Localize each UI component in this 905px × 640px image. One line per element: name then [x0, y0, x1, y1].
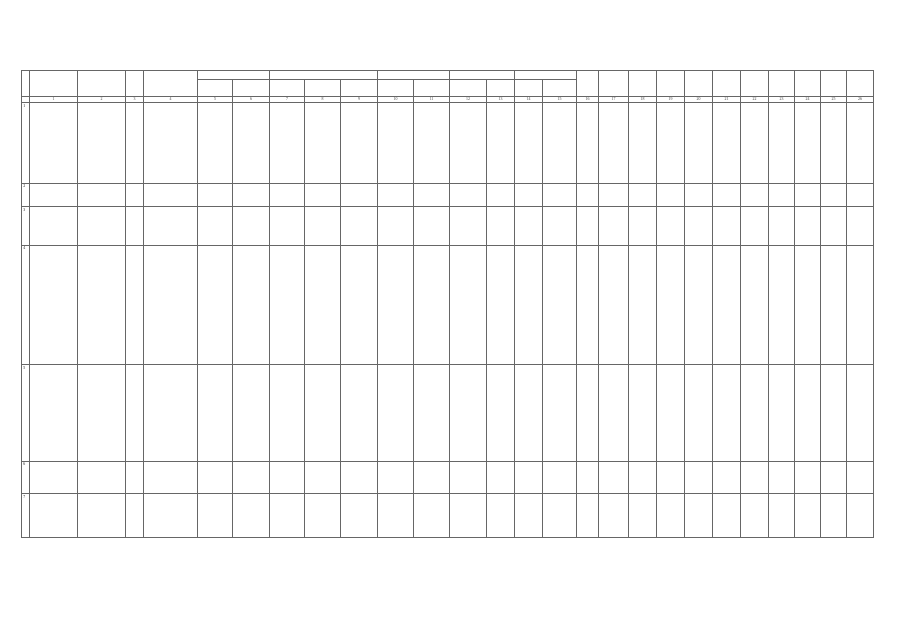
group-header	[450, 71, 515, 80]
table-cell	[487, 103, 515, 183]
table-cell	[378, 461, 414, 494]
table-cell	[414, 183, 450, 206]
table-cell	[515, 364, 543, 461]
column-header	[233, 80, 270, 97]
table-cell	[629, 461, 657, 494]
table-cell	[126, 183, 144, 206]
table-cell	[305, 103, 341, 183]
table-cell	[543, 245, 577, 364]
table-row	[22, 183, 874, 206]
table-row	[22, 206, 874, 245]
column-number: 12	[450, 97, 487, 103]
table-cell	[30, 103, 78, 183]
column-number: 18	[629, 97, 657, 103]
group-header	[515, 71, 577, 80]
table-cell	[847, 206, 874, 245]
table-cell	[305, 461, 341, 494]
table-cell	[305, 245, 341, 364]
table-cell	[487, 206, 515, 245]
table-cell	[713, 364, 741, 461]
table-cell	[769, 461, 795, 494]
table-cell	[543, 183, 577, 206]
table-cell	[487, 364, 515, 461]
table-cell	[629, 103, 657, 183]
table-cell	[515, 183, 543, 206]
table-cell	[577, 494, 599, 538]
table-cell	[198, 183, 233, 206]
group-header	[270, 71, 378, 80]
table-cell	[270, 183, 305, 206]
table-row	[22, 103, 874, 183]
column-number: 1	[30, 97, 78, 103]
table-cell	[378, 183, 414, 206]
table-cell	[515, 245, 543, 364]
column-number: 8	[305, 97, 341, 103]
column-header	[769, 71, 795, 97]
column-header	[629, 71, 657, 97]
table-cell	[450, 461, 487, 494]
table-cell	[769, 364, 795, 461]
table-cell	[198, 103, 233, 183]
table-cell	[657, 461, 685, 494]
table-group-header-row	[22, 71, 874, 80]
column-header	[270, 80, 305, 97]
column-number: 20	[685, 97, 713, 103]
table-cell	[685, 206, 713, 245]
table-cell	[795, 206, 821, 245]
table-cell	[543, 206, 577, 245]
column-number: 11	[414, 97, 450, 103]
table-cell	[450, 206, 487, 245]
table-cell	[795, 461, 821, 494]
table-cell	[599, 245, 629, 364]
column-header	[543, 80, 577, 97]
column-number: 15	[543, 97, 577, 103]
row-number-cell: 1	[22, 103, 30, 183]
column-number: 10	[378, 97, 414, 103]
table-cell	[741, 494, 769, 538]
table-cell	[487, 183, 515, 206]
table-cell	[847, 364, 874, 461]
column-number: 24	[795, 97, 821, 103]
table-cell	[821, 364, 847, 461]
table-cell	[487, 245, 515, 364]
column-number: 9	[341, 97, 378, 103]
table-cell	[233, 206, 270, 245]
table-cell	[821, 103, 847, 183]
table-cell	[577, 461, 599, 494]
column-number: 14	[515, 97, 543, 103]
table-cell	[657, 364, 685, 461]
table-cell	[450, 103, 487, 183]
table-cell	[270, 494, 305, 538]
table-cell	[414, 206, 450, 245]
table-cell	[629, 364, 657, 461]
table-cell	[270, 206, 305, 245]
table-cell	[78, 103, 126, 183]
table-cell	[795, 364, 821, 461]
table-cell	[144, 364, 198, 461]
column-number: 2	[78, 97, 126, 103]
table-cell	[769, 494, 795, 538]
table-cell	[233, 245, 270, 364]
table-cell	[847, 245, 874, 364]
table-cell	[629, 183, 657, 206]
table-cell	[78, 206, 126, 245]
table-cell	[821, 183, 847, 206]
column-header	[795, 71, 821, 97]
table-cell	[450, 245, 487, 364]
table-cell	[515, 103, 543, 183]
table-cell	[599, 103, 629, 183]
column-header	[657, 71, 685, 97]
table-cell	[305, 206, 341, 245]
table-cell	[378, 494, 414, 538]
table-cell	[741, 206, 769, 245]
table-cell	[543, 461, 577, 494]
table-cell	[198, 364, 233, 461]
table-cell	[198, 245, 233, 364]
column-header	[198, 80, 233, 97]
table-cell	[629, 494, 657, 538]
table-cell	[414, 245, 450, 364]
table-cell	[657, 183, 685, 206]
column-number: 16	[577, 97, 599, 103]
table-cell	[198, 461, 233, 494]
column-number: 22	[741, 97, 769, 103]
table-cell	[78, 494, 126, 538]
table-cell	[847, 103, 874, 183]
table-row	[22, 245, 874, 364]
column-header	[821, 71, 847, 97]
table-cell	[577, 183, 599, 206]
table-row	[22, 461, 874, 494]
table-cell	[450, 183, 487, 206]
column-header	[713, 71, 741, 97]
table-cell	[341, 183, 378, 206]
table-cell	[543, 364, 577, 461]
row-number-cell: 3	[22, 206, 30, 245]
table-cell	[577, 364, 599, 461]
table-cell	[769, 206, 795, 245]
row-number-cell: 4	[22, 245, 30, 364]
column-header	[515, 80, 543, 97]
column-number: 3	[126, 97, 144, 103]
table-cell	[577, 103, 599, 183]
column-header	[144, 71, 198, 97]
column-header	[126, 71, 144, 97]
table-cell	[769, 183, 795, 206]
table-cell	[741, 364, 769, 461]
table-cell	[270, 364, 305, 461]
table-cell	[685, 183, 713, 206]
column-header	[487, 80, 515, 97]
table-cell	[414, 461, 450, 494]
table-cell	[515, 206, 543, 245]
table-cell	[685, 364, 713, 461]
table-cell	[629, 206, 657, 245]
table-cell	[657, 103, 685, 183]
column-header	[847, 71, 874, 97]
table-cell	[126, 494, 144, 538]
table-cell	[713, 245, 741, 364]
column-header	[599, 71, 629, 97]
table-cell	[769, 245, 795, 364]
table-cell	[233, 103, 270, 183]
table-cell	[713, 494, 741, 538]
table-cell	[305, 364, 341, 461]
register-table	[21, 70, 874, 538]
table-cell	[450, 364, 487, 461]
table-cell	[713, 103, 741, 183]
table-row	[22, 494, 874, 538]
table-cell	[821, 206, 847, 245]
table-cell	[795, 103, 821, 183]
column-header	[414, 80, 450, 97]
column-number: 26	[847, 97, 874, 103]
table-cell	[685, 245, 713, 364]
column-header	[22, 71, 30, 97]
table-cell	[414, 494, 450, 538]
table-cell	[713, 183, 741, 206]
table-cell	[341, 245, 378, 364]
table-cell	[577, 245, 599, 364]
table-cell	[741, 103, 769, 183]
table-cell	[30, 494, 78, 538]
table-cell	[198, 494, 233, 538]
column-number: 4	[144, 97, 198, 103]
table-cell	[515, 461, 543, 494]
column-number: 6	[233, 97, 270, 103]
table-cell	[599, 364, 629, 461]
table-cell	[305, 494, 341, 538]
table-cell	[78, 461, 126, 494]
table-cell	[657, 494, 685, 538]
table-cell	[126, 103, 144, 183]
table-cell	[487, 494, 515, 538]
table-cell	[713, 206, 741, 245]
table-cell	[270, 103, 305, 183]
table-cell	[198, 206, 233, 245]
column-header	[685, 71, 713, 97]
table-cell	[126, 461, 144, 494]
table-cell	[341, 461, 378, 494]
table-body	[22, 97, 874, 538]
column-header	[450, 80, 487, 97]
table-cell	[144, 103, 198, 183]
row-number-cell: 6	[22, 461, 30, 494]
table-cell	[543, 103, 577, 183]
column-number: 25	[821, 97, 847, 103]
table-cell	[414, 364, 450, 461]
table-cell	[599, 494, 629, 538]
table-cell	[741, 183, 769, 206]
table-cell	[78, 245, 126, 364]
table-cell	[144, 183, 198, 206]
table-cell	[144, 461, 198, 494]
table-cell	[599, 206, 629, 245]
table-cell	[795, 245, 821, 364]
table-cell	[543, 494, 577, 538]
table-cell	[821, 494, 847, 538]
table-cell	[685, 494, 713, 538]
table-cell	[30, 364, 78, 461]
column-header	[30, 71, 78, 97]
table-cell	[769, 103, 795, 183]
table-cell	[629, 245, 657, 364]
column-number: 19	[657, 97, 685, 103]
table-cell	[126, 245, 144, 364]
table-cell	[685, 103, 713, 183]
table-cell	[685, 461, 713, 494]
table-cell	[450, 494, 487, 538]
column-header	[378, 80, 414, 97]
table-cell	[657, 206, 685, 245]
table-cell	[233, 494, 270, 538]
row-number-cell: 2	[22, 183, 30, 206]
column-header	[78, 71, 126, 97]
table-cell	[126, 206, 144, 245]
column-number: 17	[599, 97, 629, 103]
table-cell	[270, 461, 305, 494]
table-cell	[795, 494, 821, 538]
table-cell	[847, 183, 874, 206]
table-cell	[270, 245, 305, 364]
table-cell	[713, 461, 741, 494]
column-number: 7	[270, 97, 305, 103]
table-cell	[487, 461, 515, 494]
table-cell	[144, 206, 198, 245]
table-cell	[233, 183, 270, 206]
column-number: 5	[198, 97, 233, 103]
table-cell	[515, 494, 543, 538]
table-cell	[341, 494, 378, 538]
table-cell	[378, 245, 414, 364]
table-cell	[378, 206, 414, 245]
row-number-cell: 5	[22, 364, 30, 461]
table-cell	[599, 183, 629, 206]
table-cell	[341, 103, 378, 183]
table-cell	[599, 461, 629, 494]
table-cell	[847, 461, 874, 494]
table-cell	[414, 103, 450, 183]
table-cell	[741, 245, 769, 364]
table-cell	[341, 364, 378, 461]
group-header	[198, 71, 270, 80]
table-cell	[657, 245, 685, 364]
column-header	[741, 71, 769, 97]
table-cell	[126, 364, 144, 461]
table-cell	[78, 183, 126, 206]
column-header	[305, 80, 341, 97]
column-number: 23	[769, 97, 795, 103]
table-cell	[233, 461, 270, 494]
table-cell	[30, 183, 78, 206]
table-cell	[233, 364, 270, 461]
table-cell	[144, 494, 198, 538]
column-number: 21	[713, 97, 741, 103]
table-cell	[821, 245, 847, 364]
table-cell	[78, 364, 126, 461]
table-cell	[30, 245, 78, 364]
column-number: 13	[487, 97, 515, 103]
table-cell	[741, 461, 769, 494]
table-cell	[821, 461, 847, 494]
table-cell	[305, 183, 341, 206]
table-cell	[378, 364, 414, 461]
table-cell	[30, 461, 78, 494]
column-header	[341, 80, 378, 97]
group-header	[378, 71, 450, 80]
table-cell	[847, 494, 874, 538]
table-cell	[341, 206, 378, 245]
column-header	[577, 71, 599, 97]
table-cell	[144, 245, 198, 364]
table-row	[22, 364, 874, 461]
table-cell	[378, 103, 414, 183]
row-number-cell: 7	[22, 494, 30, 538]
table-cell	[577, 206, 599, 245]
table-cell	[30, 206, 78, 245]
table-cell	[795, 183, 821, 206]
